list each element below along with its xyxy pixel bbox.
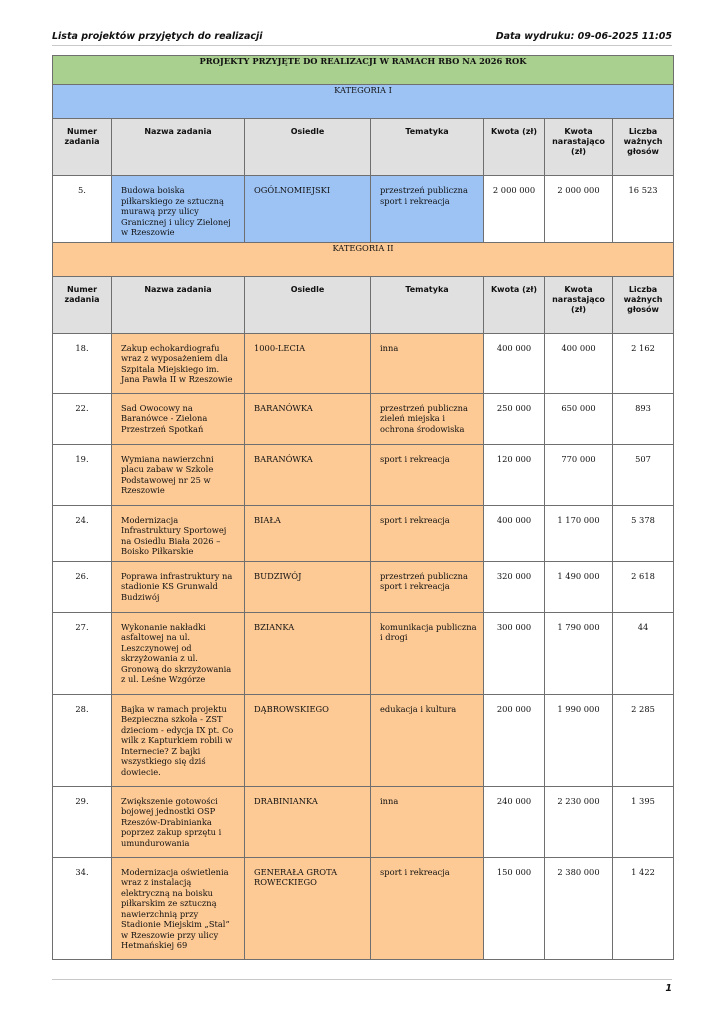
task-amount: 240 000: [484, 786, 545, 857]
task-cumulative: 1 790 000: [545, 612, 613, 694]
table-title: PROJEKTY PRZYJĘTE DO REALIZACJI W RAMACH RBO NA 2026 ROK: [53, 56, 674, 85]
task-district: BUDZIWÓJ: [245, 561, 371, 612]
task-cumulative: 1 990 000: [545, 694, 613, 786]
task-cumulative: 650 000: [545, 393, 613, 444]
table-row: [53, 505, 674, 561]
task-theme: przestrzeń publiczna zieleń miejska i ochrona środowiska: [371, 393, 484, 444]
task-amount: 400 000: [484, 505, 545, 561]
table-row: [53, 393, 674, 444]
task-votes: 1 422: [613, 857, 674, 959]
task-name: Poprawa infrastruktury na stadionie KS Grunwald Budziwój: [112, 561, 245, 612]
column-header-row: [53, 276, 674, 333]
category-label: KATEGORIA II: [53, 242, 674, 276]
task-theme: inna: [371, 333, 484, 393]
task-number: 29.: [53, 786, 112, 857]
column-header: Liczba ważnych głosów: [613, 119, 674, 176]
task-cumulative: 2 000 000: [545, 176, 613, 243]
task-votes: 44: [613, 612, 674, 694]
category-row: [53, 85, 674, 119]
task-district: OGÓLNOMIEJSKI: [245, 176, 371, 243]
task-name: Sad Owocowy na Baranówce - Zielona Przestrzeń Spotkań: [112, 393, 245, 444]
task-number: 34.: [53, 857, 112, 959]
task-amount: 150 000: [484, 857, 545, 959]
table-row: [53, 176, 674, 243]
task-theme: sport i rekreacja: [371, 444, 484, 505]
print-header: [52, 31, 672, 45]
task-votes: 1 395: [613, 786, 674, 857]
task-cumulative: 2 380 000: [545, 857, 613, 959]
column-header: Kwota narastająco (zł): [545, 119, 613, 176]
task-district: 1000-LECIA: [245, 333, 371, 393]
task-name: Zakup echokardiografu wraz z wyposażeniem dla Szpitala Miejskiego im. Jana Pawła II w Rzeszowie: [112, 333, 245, 393]
document-title: Lista projektów przyjętych do realizacji: [52, 31, 263, 42]
column-header-row: [53, 119, 674, 176]
task-name: Budowa boiska piłkarskiego ze sztuczną murawą przy ulicy Granicznej i ulicy Zielonej w Rzeszowie: [112, 176, 245, 243]
category-label: KATEGORIA I: [53, 85, 674, 119]
column-header: Tematyka: [371, 276, 484, 333]
table-row: [53, 694, 674, 786]
task-amount: 2 000 000: [484, 176, 545, 243]
task-theme: sport i rekreacja: [371, 857, 484, 959]
task-theme: sport i rekreacja: [371, 505, 484, 561]
task-number: 22.: [53, 393, 112, 444]
task-votes: 2 162: [613, 333, 674, 393]
task-votes: 16 523: [613, 176, 674, 243]
task-number: 24.: [53, 505, 112, 561]
task-number: 19.: [53, 444, 112, 505]
table-row: [53, 786, 674, 857]
task-theme: inna: [371, 786, 484, 857]
column-header: Kwota narastająco (zł): [545, 276, 613, 333]
task-cumulative: 2 230 000: [545, 786, 613, 857]
projects-table: [52, 55, 674, 960]
task-number: 28.: [53, 694, 112, 786]
task-number: 26.: [53, 561, 112, 612]
task-cumulative: 1 490 000: [545, 561, 613, 612]
print-date: Data wydruku: 09-06-2025 11:05: [495, 31, 672, 42]
task-amount: 300 000: [484, 612, 545, 694]
column-header: Numer zadania: [53, 119, 112, 176]
table-row: [53, 561, 674, 612]
task-name: Bajka w ramach projektu Bezpieczna szkoła - ZST dzieciom - edycja IX pt. Co wilk z Kapturkiem robili w Internecie? Z bajki wszystkiego się dziś dowiecie.: [112, 694, 245, 786]
column-header: Nazwa zadania: [112, 276, 245, 333]
task-name: Modernizacja oświetlenia wraz z instalacją elektryczną na boisku piłkarskim ze sztuczną nawierzchnią przy Stadionie Miejskim „Stal” w Rzeszowie przy ulicy Hetmańskiej 69: [112, 857, 245, 959]
table-row: [53, 857, 674, 959]
task-votes: 893: [613, 393, 674, 444]
task-number: 5.: [53, 176, 112, 243]
column-header: Kwota (zł): [484, 119, 545, 176]
task-name: Modernizacja Infrastruktury Sportowej na Osiedlu Biała 2026 – Boisko Piłkarskie: [112, 505, 245, 561]
task-district: DRABINIANKA: [245, 786, 371, 857]
column-header: Numer zadania: [53, 276, 112, 333]
header-divider: [52, 45, 672, 46]
task-theme: edukacja i kultura: [371, 694, 484, 786]
task-votes: 5 378: [613, 505, 674, 561]
task-number: 27.: [53, 612, 112, 694]
table-title-row: [53, 56, 674, 85]
task-votes: 2 618: [613, 561, 674, 612]
column-header: Tematyka: [371, 119, 484, 176]
task-theme: komunikacja publiczna i drogi: [371, 612, 484, 694]
task-votes: 507: [613, 444, 674, 505]
task-name: Zwiększenie gotowości bojowej jednostki OSP Rzeszów-Drabinianka poprzez zakup sprzętu i umundurowania: [112, 786, 245, 857]
footer-divider: [52, 979, 672, 980]
task-district: GENERAŁA GROTA ROWECKIEGO: [245, 857, 371, 959]
task-number: 18.: [53, 333, 112, 393]
column-header: Osiedle: [245, 119, 371, 176]
task-cumulative: 1 170 000: [545, 505, 613, 561]
table-row: [53, 612, 674, 694]
task-district: DĄBROWSKIEGO: [245, 694, 371, 786]
task-district: BARANÓWKA: [245, 444, 371, 505]
table-row: [53, 333, 674, 393]
task-amount: 200 000: [484, 694, 545, 786]
task-amount: 400 000: [484, 333, 545, 393]
column-header: Kwota (zł): [484, 276, 545, 333]
task-district: BZIANKA: [245, 612, 371, 694]
category-row: [53, 242, 674, 276]
task-votes: 2 285: [613, 694, 674, 786]
task-district: BIAŁA: [245, 505, 371, 561]
page-number: 1: [665, 983, 672, 994]
column-header: Liczba ważnych głosów: [613, 276, 674, 333]
task-theme: przestrzeń publiczna sport i rekreacja: [371, 176, 484, 243]
column-header: Osiedle: [245, 276, 371, 333]
task-amount: 250 000: [484, 393, 545, 444]
task-district: BARANÓWKA: [245, 393, 371, 444]
task-amount: 320 000: [484, 561, 545, 612]
task-cumulative: 770 000: [545, 444, 613, 505]
task-amount: 120 000: [484, 444, 545, 505]
table-row: [53, 444, 674, 505]
task-cumulative: 400 000: [545, 333, 613, 393]
task-theme: przestrzeń publiczna sport i rekreacja: [371, 561, 484, 612]
task-name: Wymiana nawierzchni placu zabaw w Szkole Podstawowej nr 25 w Rzeszowie: [112, 444, 245, 505]
column-header: Nazwa zadania: [112, 119, 245, 176]
task-name: Wykonanie nakładki asfaltowej na ul. Leszczynowej od skrzyżowania z ul. Gronową do skrzyżowania z ul. Leśne Wzgórze: [112, 612, 245, 694]
